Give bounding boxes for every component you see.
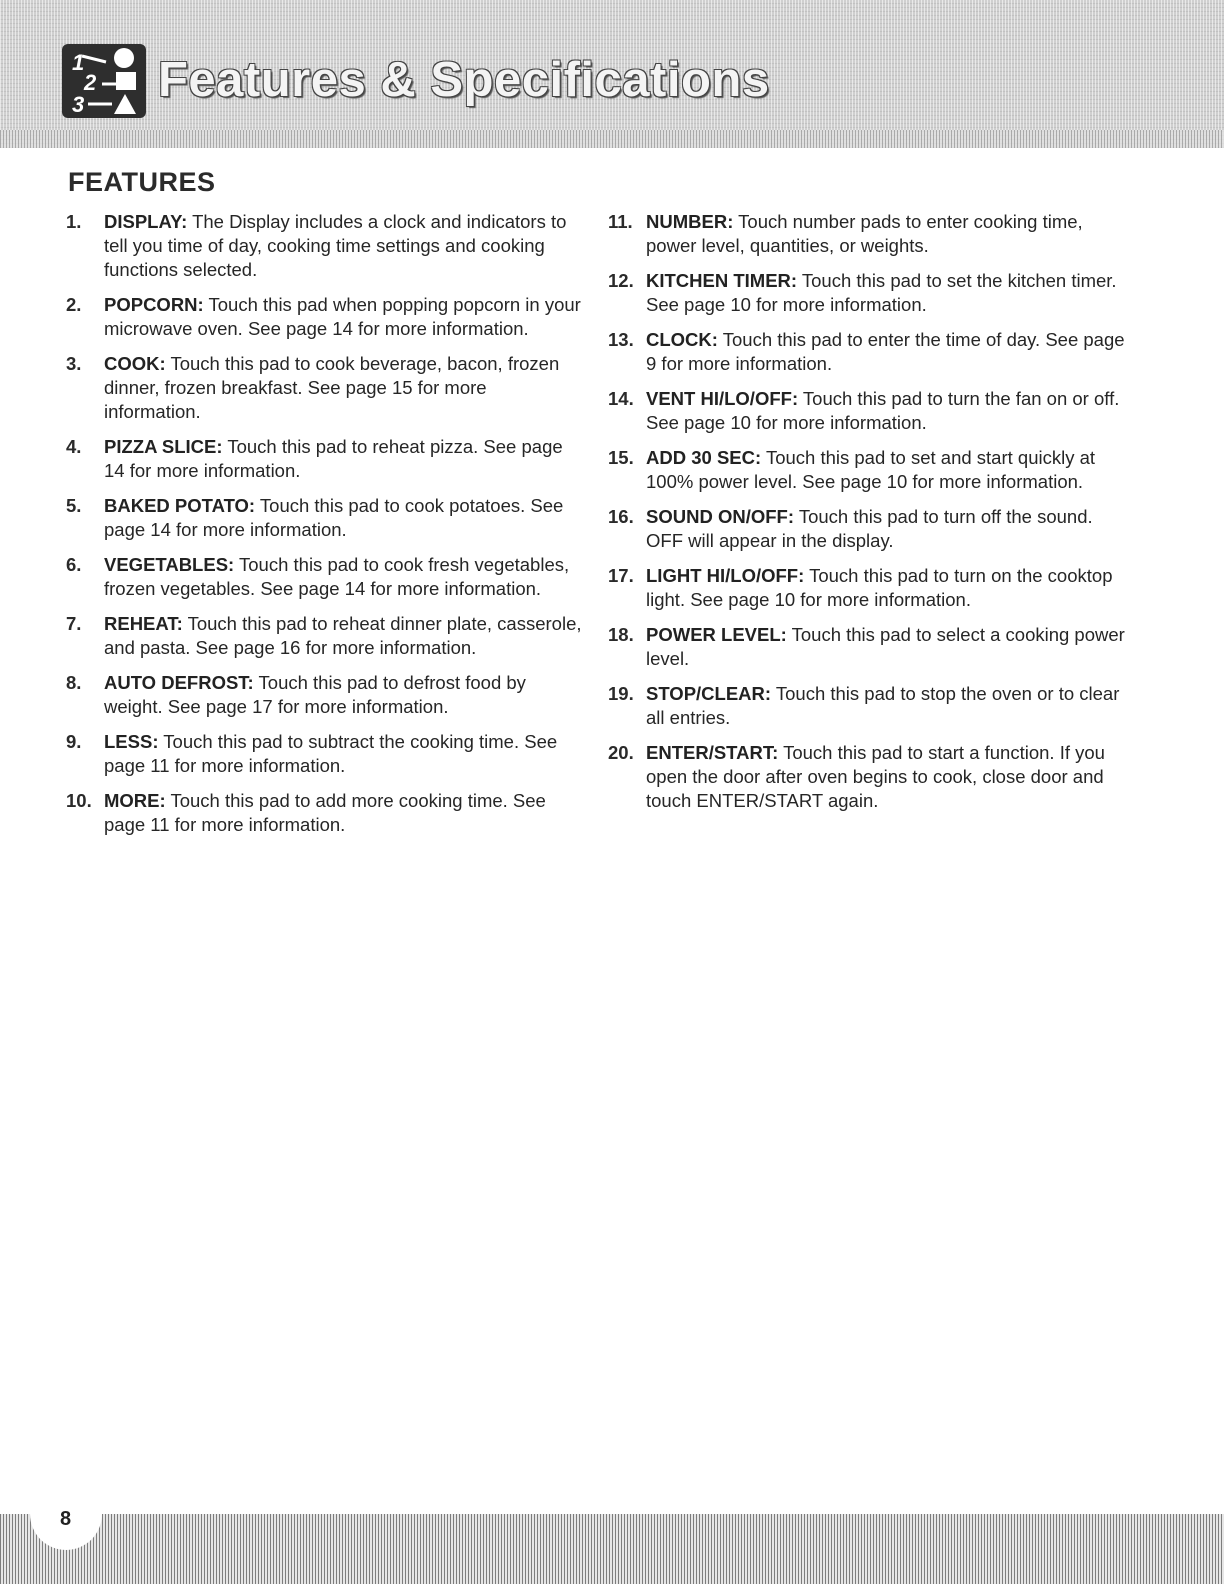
feature-name: MORE: [104, 790, 166, 811]
feature-item [608, 446, 1128, 494]
feature-name: COOK: [104, 353, 166, 374]
page-number: 8 [60, 1508, 72, 1530]
feature-number: 20. [608, 742, 634, 763]
feature-number: 5. [66, 495, 82, 516]
feature-description: Touch this pad to reheat dinner plate, casserole, and pasta. See page 16 for more information. [104, 613, 582, 658]
feature-item [66, 730, 586, 778]
feature-description: Touch this pad to cook beverage, bacon, frozen dinner, frozen breakfast. See page 15 for more information. [104, 353, 560, 422]
section-heading: FEATURES [68, 167, 216, 197]
feature-name: STOP/CLEAR: [646, 683, 772, 704]
feature-number: 1. [66, 211, 82, 232]
feature-item [608, 387, 1128, 435]
feature-description: Touch this pad to turn on the cooktop light. See page 10 for more information. [646, 565, 1113, 610]
feature-description: Touch this pad to cook potatoes. See page 14 for more information. [104, 495, 564, 540]
feature-list-left [66, 210, 586, 848]
feature-item [66, 553, 586, 601]
feature-number: 19. [608, 683, 634, 704]
feature-name: ADD 30 SEC: [646, 447, 762, 468]
feature-name: LIGHT HI/LO/OFF: [646, 565, 805, 586]
feature-item [66, 293, 586, 341]
feature-description: The Display includes a clock and indicators to tell you time of day, cooking time settings and cooking functions selected. [104, 211, 567, 280]
feature-name: PIZZA SLICE: [104, 436, 223, 457]
feature-name: POPCORN: [104, 294, 204, 315]
feature-name: LESS: [104, 731, 159, 752]
feature-name: VENT HI/LO/OFF: [646, 388, 799, 409]
feature-name: KITCHEN TIMER: [646, 270, 798, 291]
feature-description: Touch this pad to select a cooking power level. [646, 624, 1125, 669]
feature-name: ENTER/START: [646, 742, 779, 763]
feature-description: Touch this pad to enter the time of day. See page 9 for more information. [646, 329, 1125, 374]
feature-number: 12. [608, 270, 634, 291]
feature-item [608, 623, 1128, 671]
feature-item [66, 210, 586, 282]
feature-description: Touch this pad to subtract the cooking time. See page 11 for more information. [104, 731, 558, 776]
feature-description: Touch this pad to set the kitchen timer. See page 10 for more information. [646, 270, 1117, 315]
feature-name: SOUND ON/OFF: [646, 506, 794, 527]
page-title: Features & Specifications [158, 53, 770, 107]
feature-number: 9. [66, 731, 82, 752]
feature-description: Touch this pad to add more cooking time. See page 11 for more information. [104, 790, 546, 835]
feature-description: Touch this pad to turn off the sound. OFF will appear in the display. [646, 506, 1093, 551]
feature-name: DISPLAY: [104, 211, 188, 232]
feature-number: 14. [608, 388, 634, 409]
feature-item [66, 352, 586, 424]
feature-name: POWER LEVEL: [646, 624, 787, 645]
feature-name: BAKED POTATO: [104, 495, 256, 516]
feature-description: Touch this pad to reheat pizza. See page 14 for more information. [104, 436, 563, 481]
feature-number: 13. [608, 329, 634, 350]
feature-description: Touch number pads to enter cooking time, power level, quantities, or weights. [646, 211, 1083, 256]
feature-description: Touch this pad to turn the fan on or off. See page 10 for more information. [646, 388, 1120, 433]
icon-digit-3: 3 [72, 92, 85, 117]
feature-item [608, 682, 1128, 730]
feature-item [608, 328, 1128, 376]
feature-number: 11. [608, 211, 633, 232]
feature-name: VEGETABLES: [104, 554, 235, 575]
feature-number: 15. [608, 447, 634, 468]
feature-name: REHEAT: [104, 613, 183, 634]
feature-number: 2. [66, 294, 82, 315]
feature-number: 16. [608, 506, 634, 527]
feature-item [608, 505, 1128, 553]
feature-number: 10. [66, 790, 92, 811]
features-specifications-icon [62, 44, 146, 118]
feature-item [66, 494, 586, 542]
feature-description: Touch this pad to set and start quickly at 100% power level. See page 10 for more information. [646, 447, 1096, 492]
feature-item [608, 741, 1128, 813]
feature-item [608, 564, 1128, 612]
feature-description: Touch this pad to stop the oven or to clear all entries. [646, 683, 1120, 728]
icon-digit-1: 1 [72, 50, 85, 75]
feature-number: 6. [66, 554, 82, 575]
feature-item [608, 210, 1128, 258]
feature-description: Touch this pad when popping popcorn in your microwave oven. See page 14 for more information. [104, 294, 581, 339]
feature-item [66, 435, 586, 483]
feature-item [66, 789, 586, 837]
feature-name: AUTO DEFROST: [104, 672, 254, 693]
feature-number: 7. [66, 613, 82, 634]
feature-description: Touch this pad to cook fresh vegetables, frozen vegetables. See page 14 for more information. [104, 554, 570, 599]
icon-digit-2: 2 [84, 70, 97, 95]
feature-item [66, 612, 586, 660]
feature-description: Touch this pad to defrost food by weight. See page 17 for more information. [104, 672, 526, 717]
feature-name: CLOCK: [646, 329, 718, 350]
feature-item [66, 671, 586, 719]
feature-number: 18. [608, 624, 634, 645]
footer-band [0, 1514, 1224, 1584]
feature-number: 8. [66, 672, 82, 693]
feature-number: 17. [608, 565, 634, 586]
feature-number: 4. [66, 436, 82, 457]
feature-name: NUMBER: [646, 211, 734, 232]
feature-number: 3. [66, 353, 82, 374]
feature-description: Touch this pad to start a function. If you open the door after oven begins to cook, close door and touch ENTER/START again. [646, 742, 1105, 811]
feature-list-right [608, 210, 1128, 824]
feature-item [608, 269, 1128, 317]
